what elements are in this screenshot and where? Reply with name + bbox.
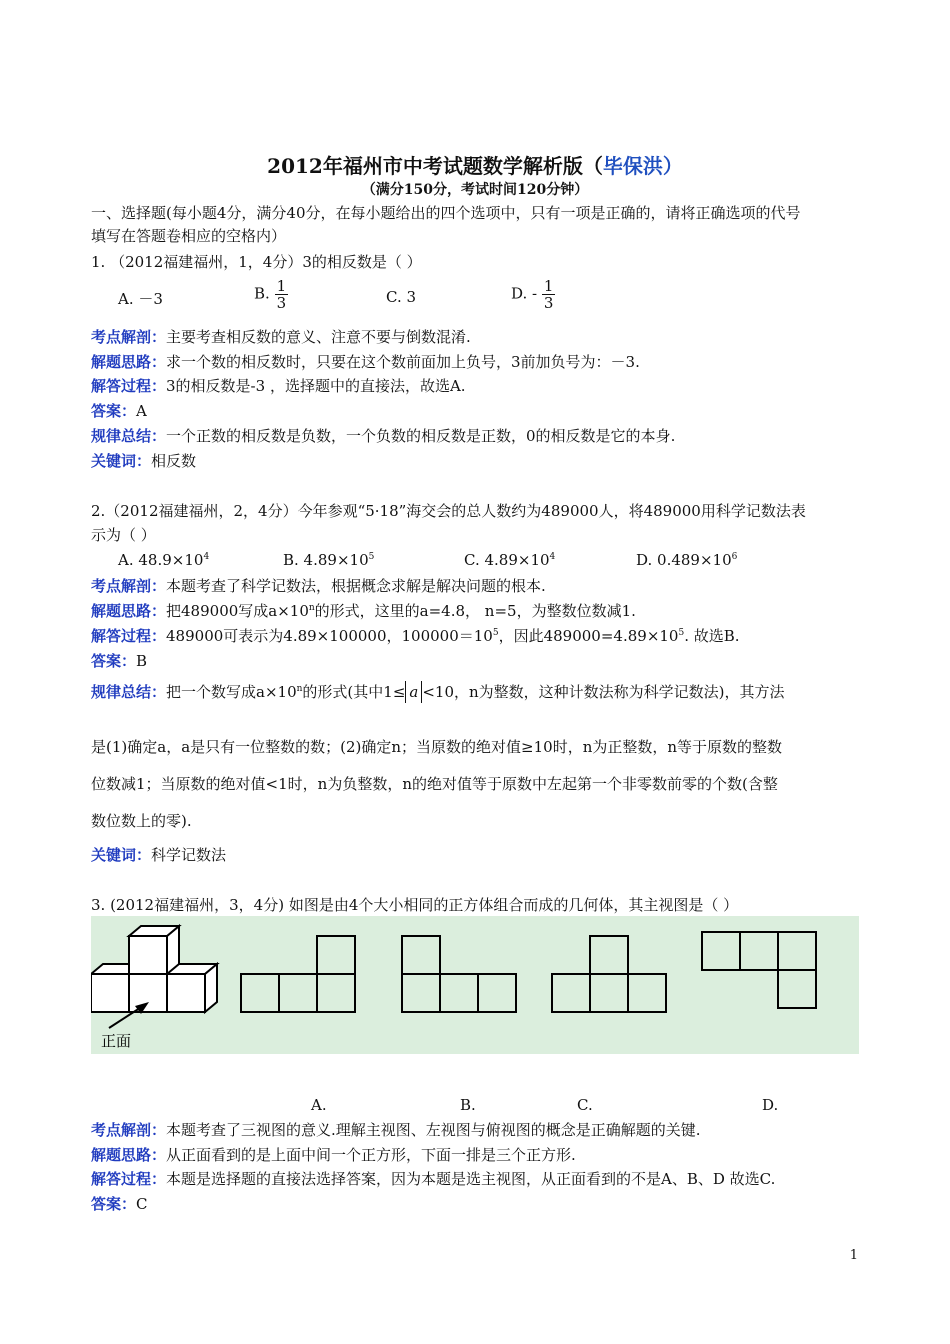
label-idea: 解题思路： (91, 353, 167, 371)
q1-analysis (91, 327, 859, 347)
bottom-cube-front-2 (129, 974, 167, 1012)
label-process: 解答过程： (91, 627, 167, 645)
process-exponent-2: 5 (678, 628, 685, 638)
q3-answer (91, 1194, 859, 1214)
q2-summary-line4: 数位数上的零). (91, 812, 192, 830)
keyword-text: 相反数 (151, 452, 197, 470)
idea-text-cont: 的形式，这里的a=4.8， n=5，为整数位数减1. (314, 602, 636, 620)
q3-option-b-label: B. (460, 1096, 476, 1114)
process-text: 489000可表示为4.89×100000，100000＝10 (166, 627, 493, 645)
option-exponent: 5 (368, 552, 375, 562)
label-idea: 解题思路： (91, 602, 167, 620)
label-keyword: 关键词： (91, 846, 152, 864)
option-exponent: 4 (549, 552, 556, 562)
label-answer: 答案： (91, 652, 137, 670)
q2-stem-line1: 2.（2012福建福州，2，4分）今年参观“5·18”海交会的总人数约为489000人，将489000用科学记数法表 (91, 502, 806, 520)
page-number: 1 (849, 1248, 858, 1263)
idea-text: 从正面看到的是上面中间一个正方形，下面一排是三个正方形. (166, 1146, 576, 1164)
option-text: A. 48.9×10 (118, 551, 204, 569)
q2-stem-line2: 示为（ ） (91, 526, 156, 544)
q2-keyword (91, 845, 859, 865)
label-analysis: 考点解剖： (91, 577, 167, 595)
bottom-cube-front-3 (167, 974, 205, 1012)
label-process: 解答过程： (91, 1170, 167, 1188)
process-text: 3的相反数是-3 ，选择题中的直接法，故选A. (166, 377, 466, 395)
option-d-view (702, 932, 816, 1008)
process-text-mid: ，因此489000=4.89×10 (498, 627, 679, 645)
option-a-view (241, 936, 355, 1012)
summary-text-end: <10，n为整数，这种计数法称为科学记数法)，其方法 (422, 683, 785, 701)
title-end: ） (662, 154, 683, 178)
idea-text: 求一个数的相反数时，只要在这个数前面加上负号，3前加负号为：－3. (166, 353, 640, 371)
q1-answer (91, 401, 859, 421)
fraction-denominator: 3 (543, 294, 554, 312)
q2-answer (91, 651, 859, 671)
answer-text: A (136, 402, 147, 420)
page-subtitle: （满分150分，考试时间120分钟） (361, 182, 589, 198)
fraction-numerator: 1 (276, 277, 287, 295)
option-text: C. 4.89×10 (464, 551, 550, 569)
q3-option-d-label: D. (762, 1096, 779, 1114)
q1-option-c: C. 3 (386, 288, 417, 306)
q1-summary (91, 426, 859, 446)
process-text-end: . 故选B. (684, 627, 740, 645)
q3-idea (91, 1145, 859, 1165)
q2-process (91, 626, 859, 646)
q2-idea (91, 601, 859, 621)
q2-summary-line2: 是(1)确定a，a是只有一位整数的数；(2)确定n；当原数的绝对值≥10时，n为正整数，n等于原数的整数 (91, 738, 783, 756)
option-c-view (552, 936, 666, 1012)
idea-text: 把489000写成a×10 (166, 602, 309, 620)
q3-process (91, 1169, 859, 1189)
q2-option-d (636, 551, 737, 569)
summary-text: 把一个数写成a×10 (166, 683, 297, 701)
label-answer: 答案： (91, 1195, 137, 1213)
q1-option-b-fraction (275, 278, 289, 311)
q3-option-a-label: A. (311, 1096, 327, 1114)
abs-value-a: a (405, 681, 422, 703)
section-heading-line1: 一、选择题(每小题4分，满分40分，在每小题给出的四个选项中，只有一项是正确的，请将正确选项的代号 (91, 204, 801, 222)
answer-text: B (136, 652, 148, 670)
option-text: B. 4.89×10 (283, 551, 369, 569)
analysis-text: 本题考查了科学记数法，根据概念求解是解决问题的根本. (166, 577, 546, 595)
option-exponent: 6 (731, 552, 738, 562)
label-analysis: 考点解剖： (91, 328, 167, 346)
q1-option-a: A. －3 (118, 290, 163, 308)
label-summary: 规律总结： (91, 683, 167, 701)
label-summary: 规律总结： (91, 427, 167, 445)
q2-analysis (91, 576, 859, 596)
q1-keyword (91, 451, 859, 471)
option-exponent: 4 (203, 552, 210, 562)
front-label: 正面 (101, 1032, 132, 1050)
q3-option-c-label: C. (577, 1096, 593, 1114)
q1-option-d-fraction (542, 278, 556, 311)
fraction-denominator: 3 (276, 294, 287, 312)
q2-option-b (283, 551, 374, 569)
title-author: 毕保洪 (602, 154, 663, 178)
option-text: D. 0.489×10 (636, 551, 732, 569)
summary-exponent: n (296, 684, 303, 694)
label-answer: 答案： (91, 402, 137, 420)
summary-text-mid: 的形式(其中1≤ (302, 683, 406, 701)
summary-text: 一个正数的相反数是负数，一个负数的相反数是正数，0的相反数是它的本身. (166, 427, 676, 445)
top-cube-front (129, 936, 167, 974)
keyword-text: 科学记数法 (151, 846, 227, 864)
section-heading-line2: 填写在答题卷相应的空格内） (91, 227, 287, 245)
solid-3d-view (91, 926, 217, 1012)
page-title (0, 150, 950, 179)
q1-option-b-label: B. (254, 284, 270, 303)
q2-summary-line1 (91, 679, 859, 705)
label-keyword: 关键词： (91, 452, 152, 470)
q1-option-b (254, 278, 288, 311)
q1-idea (91, 352, 859, 372)
label-idea: 解题思路： (91, 1146, 167, 1164)
label-analysis: 考点解剖： (91, 1121, 167, 1139)
q2-option-c (464, 551, 555, 569)
process-text: 本题是选择题的直接法选择答案，因为本题是选主视图，从正面看到的不是A、B、D 故选C. (166, 1170, 776, 1188)
q1-option-d (511, 278, 555, 311)
analysis-text: 本题考查了三视图的意义.理解主视图、左视图与俯视图的概念是正确解题的关键. (166, 1121, 701, 1139)
q3-figure (91, 916, 859, 1054)
title-text: 2012年福州市中考试题数学解析版（ (267, 154, 603, 178)
option-b-view (402, 936, 516, 1012)
q1-stem: 1. （2012福建福州，1，4分）3的相反数是（ ） (91, 253, 422, 271)
bottom-cube-front-1 (91, 974, 129, 1012)
process-exponent: 5 (492, 628, 499, 638)
q3-stem: 3. (2012福建福州，3，4分) 如图是由4个大小相同的正方体组合而成的几何体，其主视图是（ ） (91, 896, 739, 914)
q1-process (91, 376, 859, 396)
label-process: 解答过程： (91, 377, 167, 395)
q2-summary-line3: 位数减1；当原数的绝对值<1时，n为负整数，n的绝对值等于原数中左起第一个非零数前零的个数(含整 (91, 775, 778, 793)
q1-option-d-label: D. - (511, 284, 538, 303)
idea-exponent: n (308, 603, 315, 613)
analysis-text: 主要考查相反数的意义、注意不要与倒数混淆. (166, 328, 471, 346)
q3-analysis (91, 1120, 859, 1140)
fraction-numerator: 1 (543, 277, 554, 295)
answer-text: C (136, 1195, 148, 1213)
bottom-row-side-face (205, 964, 217, 1012)
q2-option-a (118, 551, 209, 569)
q3-figure-drawing (91, 916, 859, 1054)
